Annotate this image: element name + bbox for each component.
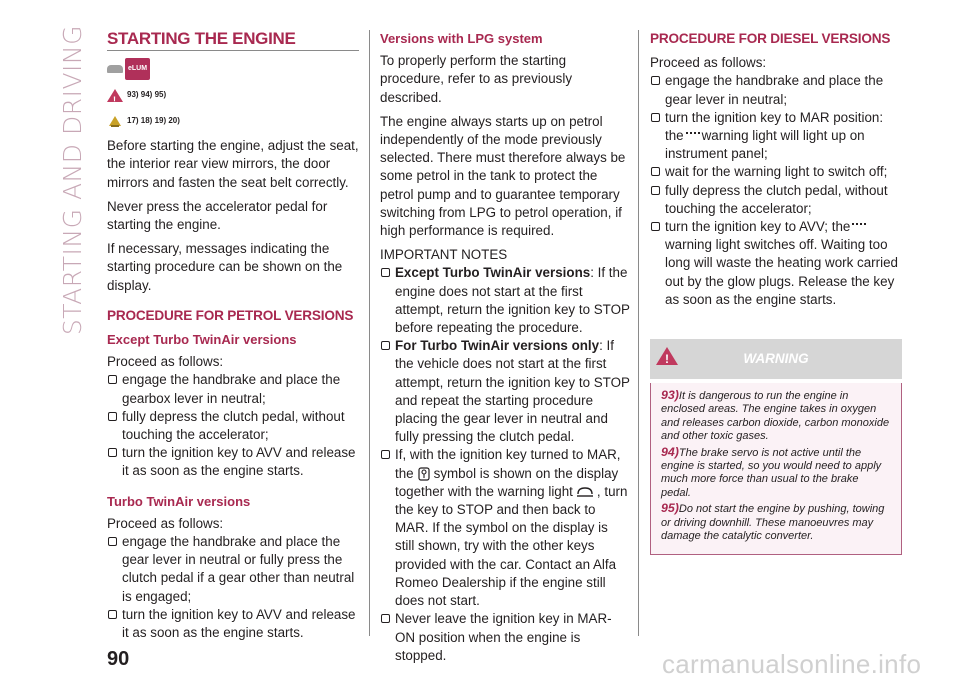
lum-reference-row: [107, 59, 359, 79]
column-2: [380, 30, 630, 665]
car-icon: [107, 65, 123, 73]
proceed-text-1: Proceed as follows:: [107, 354, 224, 370]
list-item: engage the handbrake and place the gearbox lever in neutral;: [107, 371, 359, 407]
checkbox-bullet-icon: [108, 412, 117, 421]
caution-refs-row: [107, 111, 359, 131]
checkbox-bullet-icon: [651, 76, 660, 85]
glow-plug-icon: [852, 223, 866, 231]
warning-triangle-icon: [107, 89, 123, 102]
proceed-text-3: Proceed as follows:: [650, 55, 767, 71]
lpg-paragraph-2: The engine always starts up on petrol independently of the mode previously selected. There must therefore always be some petrol in the tank to protect the petrol pump and to guarantee temporary switching from LPG to petrol operation, if high performance is required.: [380, 113, 626, 239]
checkbox-bullet-icon: [381, 614, 390, 623]
list-item: wait for the warning light to switch off;: [650, 163, 902, 181]
immobilizer-key-icon: [416, 467, 432, 481]
checkbox-bullet-icon: [651, 186, 660, 195]
lum-icon: [107, 58, 150, 80]
checkbox-bullet-icon: [651, 113, 660, 122]
note-item: Never leave the ignition key in MAR-ON position when the engine is stopped.: [380, 610, 630, 665]
intro-paragraph-1: Before starting the engine, adjust the seat, the interior rear view mirrors, the door mirrors and fasten the seat belt correctly.: [107, 138, 359, 190]
column-divider-right: [638, 30, 639, 636]
except-twinair-heading: Except Turbo TwinAir versions: [107, 332, 297, 348]
list-item: fully depress the clutch pedal, without touching the accelerator;: [107, 408, 359, 444]
page-number: 90: [107, 648, 130, 670]
list-item: turn the ignition key to AVV and release it as soon as the engine starts.: [107, 606, 359, 642]
warning-refs-row: [107, 85, 359, 105]
warning-banner: [650, 339, 902, 379]
checkbox-bullet-icon: [108, 375, 117, 384]
note-item: Except Turbo TwinAir versions: If the engine does not start at the first attempt, return the ignition key to STOP before repeating the procedure.: [380, 264, 630, 337]
twinair-heading: Turbo TwinAir versions: [107, 493, 251, 509]
side-section-title: STARTING AND DRIVING: [57, 25, 87, 336]
warning-triangle-icon: [656, 347, 678, 365]
checkbox-bullet-icon: [108, 537, 117, 546]
watermark: carmanualsonline.info: [662, 649, 922, 679]
lpg-heading: Versions with LPG system: [380, 31, 543, 46]
checkbox-bullet-icon: [381, 268, 390, 277]
list-item: turn the ignition key to AVV and release it as soon as the engine starts.: [107, 444, 359, 480]
warning-note: 95)Do not start the engine by pushing, towing or driving downhill. These manoeuvres may damage the catalytic converter.: [661, 501, 885, 543]
checkbox-bullet-icon: [108, 610, 117, 619]
list-item: engage the handbrake and place the gear lever in neutral or fully press the clutch pedal if a gear other than neutral is engaged;: [107, 533, 359, 606]
list-item: fully depress the clutch pedal, without touching the accelerator;: [650, 182, 902, 218]
lpg-paragraph-1: To properly perform the starting procedure, refer to as previously described.: [380, 53, 573, 105]
warning-box: [650, 383, 902, 554]
caution-refs: 17) 18) 19) 20): [127, 116, 180, 126]
hand-caution-icon: [107, 114, 123, 128]
checkbox-bullet-icon: [108, 448, 117, 457]
car-warning-light-icon: [575, 485, 595, 499]
checkbox-bullet-icon: [381, 450, 390, 459]
warning-title: WARNING: [743, 350, 809, 366]
checkbox-bullet-icon: [651, 222, 660, 231]
checkbox-bullet-icon: [651, 167, 660, 176]
important-notes-heading: IMPORTANT NOTES: [380, 247, 508, 263]
lum-badge: eLUM: [125, 58, 150, 80]
list-item: turn the ignition key to AVV; thewarning light switches off. Waiting too long will waste the heating work carried out by the glow plugs. Release the key as soon as the engine starts.: [650, 218, 902, 309]
proceed-text-2: Proceed as follows:: [107, 515, 224, 531]
column-3: [650, 30, 902, 555]
warning-refs: 93) 94) 95): [127, 90, 167, 100]
intro-paragraph-2: Never press the accelerator pedal for starting the engine.: [107, 198, 328, 233]
glow-plug-icon: [686, 132, 700, 140]
intro-paragraph-3: If necessary, messages indicating the starting procedure can be shown on the display.: [107, 241, 343, 293]
warning-note: 94)The brake servo is not active until the engine is started, so you would need to apply much more force than usual to the brake pedal.: [661, 444, 882, 499]
diesel-heading: PROCEDURE FOR DIESEL VERSIONS: [650, 31, 891, 46]
warning-note: 93)It is dangerous to run the engine in enclosed areas. The engine takes in oxygen and releases carbon dioxide, carbon monoxide and other toxic gases.: [661, 388, 890, 443]
checkbox-bullet-icon: [381, 341, 390, 350]
column-1: [107, 30, 359, 642]
list-item: turn the ignition key to MAR position: the warning light will light up on instrument panel;: [650, 109, 902, 164]
page-title: STARTING THE ENGINE: [107, 30, 359, 51]
petrol-heading: PROCEDURE FOR PETROL VERSIONS: [107, 307, 354, 323]
note-item: If, with the ignition key turned to MAR, the symbol is shown on the display together with the warning light , turn the key to STOP and then back to MAR. If the symbol on the display is still shown, try with the other keys provided with the car. Contact an Alfa Romeo Dealership if the engine still does not start.: [380, 446, 630, 610]
column-divider-left: [369, 30, 370, 636]
note-item: For Turbo TwinAir versions only: If the vehicle does not start at the first attempt, return the ignition key to STOP and repeat the starting procedure placing the gear lever in neutral and fully pressing the clutch pedal.: [380, 337, 630, 446]
list-item: engage the handbrake and place the gear lever in neutral;: [650, 72, 902, 108]
